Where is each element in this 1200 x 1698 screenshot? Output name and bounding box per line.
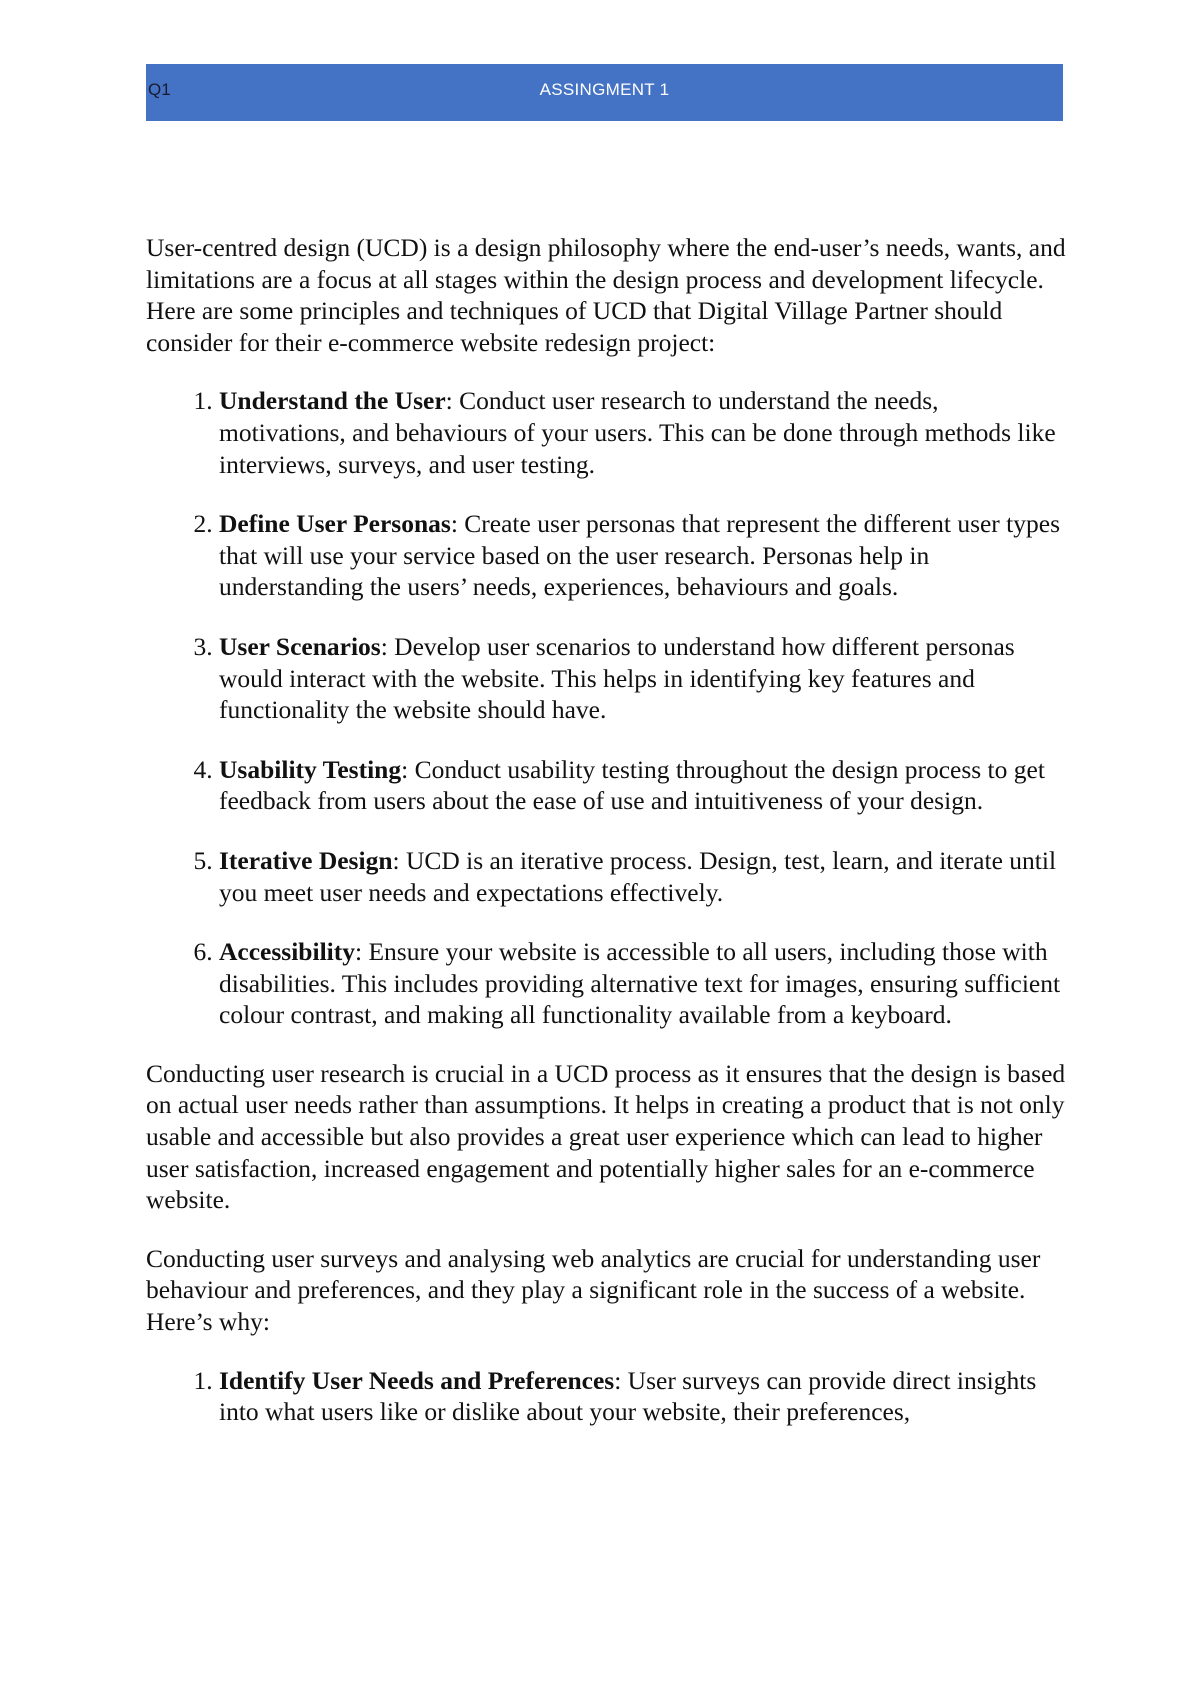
surveys-paragraph: Conducting user surveys and analysing web analytics are crucial for understanding user behaviour and preferences, and they play a significant role in the success of a website. Here’s why:	[146, 1243, 1041, 1337]
intro-paragraph: User-centred design (UCD) is a design philosophy where the end-user’s needs, wants, and limitations are a focus at all stages within the design process and development lifecycle. Here are some principles and techniques of UCD that Digital Village Partner should consider for their e-commerce website redesign project:	[146, 233, 1066, 357]
research-paragraph: Conducting user research is crucial in a UCD process as it ensures that the design is based on actual user needs rather than assumptions. It helps in creating a product that is not only usable and accessible but also provides a great user experience which can lead to higher user satisfaction, increased engagement and potentially higher sales for an e-commerce website.	[146, 1058, 1066, 1215]
list-item-text: : Conduct user research to understand the needs, motivations, and behaviours of your users. This can be done through methods like interviews, surveys, and user testing.	[219, 386, 1056, 479]
list-item-term: Identify User Needs and Preferences	[219, 1365, 615, 1395]
list-item	[219, 1365, 1066, 1428]
list-item-term: Define User Personas	[219, 509, 451, 539]
ucd-principles-list	[146, 385, 1066, 1031]
list-item	[219, 631, 1066, 726]
list-item-text: : Conduct usability testing throughout the design process to get feedback from users about the ease of use and intuitiveness of your design.	[219, 754, 1045, 816]
list-item-text: : User surveys can provide direct insights into what users like or dislike about your website, their preferences,	[219, 1365, 1037, 1427]
list-item-text: : Ensure your website is accessible to all users, including those with disabilities. This includes providing alternative text for images, ensuring sufficient colour contrast, and making all functionality available from a keyboard.	[219, 937, 1061, 1030]
header-title: ASSINGMENT 1	[539, 80, 670, 99]
header-question-label: Q1	[148, 80, 171, 99]
list-item	[219, 385, 1066, 480]
list-item-term: Iterative Design	[219, 845, 393, 875]
list-item-term: Understand the User	[219, 386, 446, 416]
list-item-text: : Create user personas that represent the different user types that will use your service based on the user research. Personas help in understanding the users’ needs, experiences, behaviours and goals.	[219, 509, 1061, 602]
list-item-text: : Develop user scenarios to understand how different personas would interact with the website. This helps in identifying key features and functionality the website should have.	[219, 631, 1015, 725]
list-item	[219, 754, 1066, 817]
list-item-term: Accessibility	[219, 937, 355, 967]
reasons-list	[146, 1365, 1066, 1428]
list-item-term: User Scenarios	[219, 631, 381, 661]
list-item	[219, 936, 1066, 1031]
list-item	[219, 845, 1066, 908]
list-item-term: Usability Testing	[219, 754, 402, 784]
list-item-text: : UCD is an iterative process. Design, test, learn, and iterate until you meet user needs and expectations effectively.	[219, 845, 1057, 907]
document-body	[146, 232, 1066, 1455]
page-header	[146, 64, 1063, 121]
list-item	[219, 508, 1066, 603]
